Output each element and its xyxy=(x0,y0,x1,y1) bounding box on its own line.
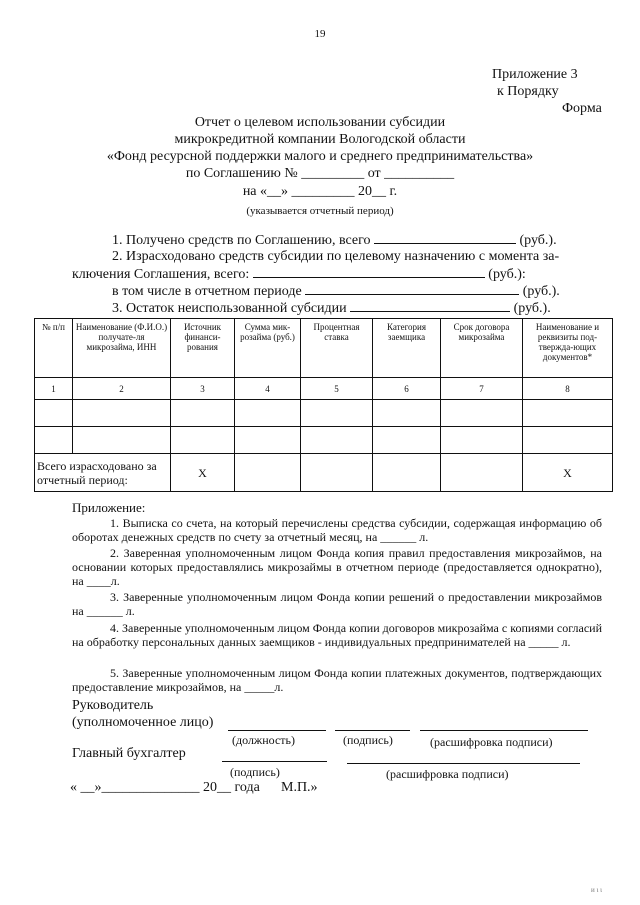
col-header-source: Источник финанси-рования xyxy=(171,319,235,378)
item-3-text: 3. Остаток неиспользованной субсидии xyxy=(112,301,347,316)
appendix-label: Приложение 3 xyxy=(492,67,578,82)
col-header-documents: Наименование и реквизиты под-тверждa-ющих документов* xyxy=(523,319,613,378)
item-1 xyxy=(112,231,557,249)
attachment-1: 1. Выписка со счета, на который перечислены средства субсидии, содержащая информацию об оборотах денежных средств по счету за отчетный месяц, на ______ л. xyxy=(72,516,602,544)
table-cell[interactable] xyxy=(73,427,171,454)
item-3-blank xyxy=(350,299,510,312)
report-title-line5: на «__» _________ 20__ г. xyxy=(242,184,398,199)
stamp-label: М.П.» xyxy=(281,780,318,795)
attachment-4: 4. Заверенные уполномоченным лицом Фонда копии договоров микрозайма с копиями согласий на обработку персональных данных заемщиков - индивидуальных предпринимателей на _____ л. xyxy=(72,621,602,649)
item-1-blank xyxy=(374,231,516,244)
page-number: 19 xyxy=(314,28,326,40)
column-number: 1 xyxy=(35,378,73,400)
total-cell xyxy=(373,454,441,492)
form-label: Форма xyxy=(562,101,602,116)
column-number: 7 xyxy=(441,378,523,400)
table-cell[interactable] xyxy=(523,427,613,454)
table-cell[interactable] xyxy=(35,427,73,454)
col-header-rate: Процентная ставка xyxy=(301,319,373,378)
item-2-sub-text: в том числе в отчетном периоде xyxy=(112,284,302,299)
total-cell xyxy=(301,454,373,492)
column-number: 2 xyxy=(73,378,171,400)
report-table xyxy=(34,318,613,492)
col-header-amount: Сумма мик-розайма (руб.) xyxy=(235,319,301,378)
signature-caption: (подпись) xyxy=(343,733,393,747)
col-header-term: Срок договора микрозайма xyxy=(441,319,523,378)
total-cell xyxy=(441,454,523,492)
col-header-number: № п/п xyxy=(35,319,73,378)
attachments-heading: Приложение: xyxy=(72,500,146,515)
total-mark-documents: X xyxy=(523,454,613,492)
item-2-blank xyxy=(253,265,485,278)
total-mark-source: X xyxy=(171,454,235,492)
item-1-unit: (руб.). xyxy=(519,233,557,248)
table-cell[interactable] xyxy=(301,400,373,427)
table-cell[interactable] xyxy=(523,400,613,427)
item-3-unit: (руб.). xyxy=(513,301,551,316)
item-1-text: 1. Получено средств по Соглашению, всего xyxy=(112,233,371,248)
table-cell[interactable] xyxy=(171,400,235,427)
table-cell[interactable] xyxy=(73,400,171,427)
table-cell[interactable] xyxy=(301,427,373,454)
decoding-line[interactable] xyxy=(420,730,588,731)
table-cell[interactable] xyxy=(373,400,441,427)
report-title-line2: микрокредитной компании Вологодской области xyxy=(174,132,466,147)
position-line[interactable] xyxy=(228,730,326,731)
accountant-signature-line[interactable] xyxy=(222,761,327,762)
item-2-text: ключения Соглашения, всего: xyxy=(72,267,250,282)
total-amount-cell[interactable] xyxy=(235,454,301,492)
item-2-line1: 2. Израсходовано средств субсидии по целевому назначению с момента за- xyxy=(112,249,560,264)
decoding-caption: (расшифровка подписи) xyxy=(430,735,553,749)
item-2-sub-blank xyxy=(305,282,519,295)
table-cell[interactable] xyxy=(441,427,523,454)
item-2-sub-unit: (руб.). xyxy=(522,284,560,299)
table-cell[interactable] xyxy=(35,400,73,427)
accountant-signature-caption: (подпись) xyxy=(230,765,280,779)
column-number: 3 xyxy=(171,378,235,400)
attachment-2: 2. Заверенная уполномоченным лицом Фонда копия правил предоставления микрозаймов, на основании которых предоставлялись микрозаймы в отчетном периоде (предоставляется однократно), на ____л. xyxy=(72,546,602,588)
to-order-label: к Порядку xyxy=(497,84,559,99)
head-label: Руководитель xyxy=(72,698,154,713)
report-title-line3: «Фонд ресурсной поддержки малого и среднего предпринимательства» xyxy=(106,149,534,164)
item-2-line2 xyxy=(72,265,526,283)
table-cell[interactable] xyxy=(441,400,523,427)
total-label: Всего израсходовано за отчетный период: xyxy=(35,454,171,492)
table-row xyxy=(35,427,613,454)
item-2-unit: (руб.): xyxy=(488,267,526,282)
column-number: 4 xyxy=(235,378,301,400)
table-row xyxy=(35,400,613,427)
report-title-line1: Отчет о целевом использовании субсидии xyxy=(194,115,446,130)
position-caption: (должность) xyxy=(232,733,295,747)
report-title-line4: по Соглашению № _________ от __________ xyxy=(185,166,455,181)
item-3 xyxy=(112,299,551,317)
table-total-row xyxy=(35,454,613,492)
chief-accountant-label: Главный бухгалтер xyxy=(72,746,186,761)
column-number: 8 xyxy=(523,378,613,400)
col-header-borrower: Наименование (Ф.И.О.) получате-ля микрозайма, ИНН xyxy=(73,319,171,378)
attachment-5: 5. Заверенные уполномоченным лицом Фонда копии платежных документов, подтверждающих предоставление микрозаймов, на _____л. xyxy=(72,666,602,694)
column-number: 6 xyxy=(373,378,441,400)
reporting-period-note: (указывается отчетный период) xyxy=(246,205,394,217)
table-cell[interactable] xyxy=(171,427,235,454)
table-cell[interactable] xyxy=(235,427,301,454)
attachment-3: 3. Заверенные уполномоченным лицом Фонда копии решений о предоставлении микрозаймов на ______ л. xyxy=(72,590,602,618)
date-line: « __»______________ 20__ года xyxy=(70,780,260,795)
corner-mark: и ι ι xyxy=(590,886,602,894)
table-cell[interactable] xyxy=(373,427,441,454)
table-cell[interactable] xyxy=(235,400,301,427)
authorized-person-label: (уполномоченное лицо) xyxy=(72,715,214,730)
col-header-category: Категория заемщика xyxy=(373,319,441,378)
accountant-decoding-line[interactable] xyxy=(347,763,580,764)
signature-line[interactable] xyxy=(335,730,410,731)
column-numbers-row xyxy=(35,378,613,400)
item-2-sub xyxy=(112,282,560,300)
accountant-decoding-caption: (расшифровка подписи) xyxy=(386,767,509,781)
table-header-row xyxy=(35,319,613,378)
column-number: 5 xyxy=(301,378,373,400)
